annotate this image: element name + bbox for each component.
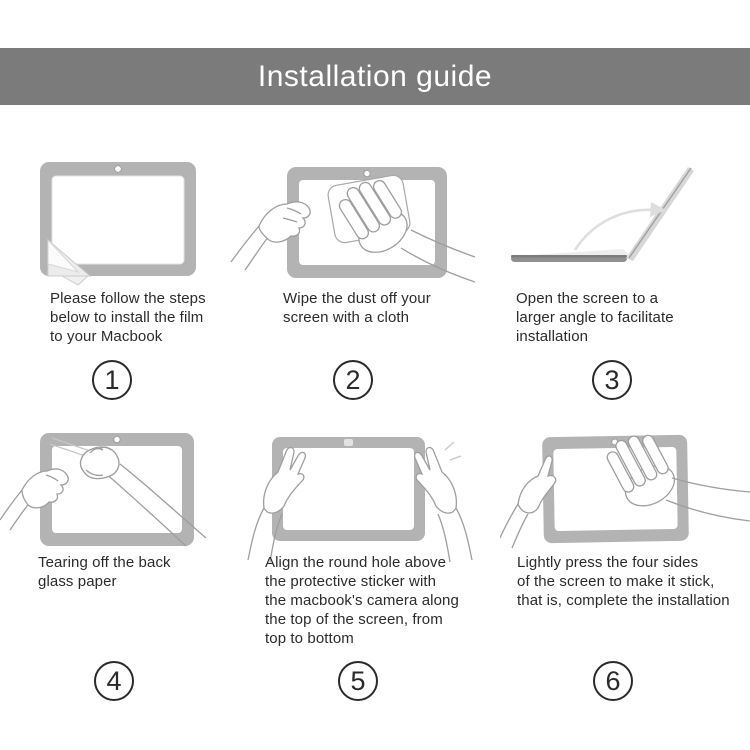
caption-line: Open the screen to a [516,290,659,307]
caption-line: larger angle to facilitate [516,309,674,326]
step-number: 1 [104,364,120,395]
press-four-sides-icon [500,420,750,565]
step-number: 4 [106,665,122,696]
step-number-badge [338,661,378,701]
caption-line: Wipe the dust off your [283,290,431,307]
step-number-badge [92,360,132,400]
step-3 [495,150,750,440]
caption-line: screen with a cloth [283,309,410,326]
caption-line: Align the round hole above [265,554,447,571]
step-number: 3 [604,364,620,395]
step-number-badge [592,360,632,400]
caption-line: the top of the screen, from [265,611,443,628]
caption-line: that is, complete the installation [517,592,730,609]
caption-line: below to install the film [50,309,204,326]
open-laptop-wide-angle-icon [495,150,750,280]
step-number-badge [593,661,633,701]
step-caption [517,553,730,610]
header-banner [0,48,750,105]
step-6 [500,420,750,720]
camera-dot-icon [364,170,370,176]
step-2 [225,150,475,440]
step-number-badge [94,661,134,701]
caption-line: Tearing off the back [38,554,171,571]
macbook-screen-film-peeling-corner-icon [30,150,235,290]
caption-line: of the screen to make it stick, [517,573,715,590]
step-number: 6 [605,665,621,696]
caption-line: the macbook's camera along [265,592,459,609]
caption-line: Please follow the steps [50,290,206,307]
step-5 [240,420,510,720]
step-1 [30,150,235,440]
page-title: Installation guide [257,59,493,93]
caption-line: installation [516,328,589,345]
step-caption [265,553,459,648]
step-number: 5 [350,665,366,696]
step-number: 2 [345,364,361,395]
wipe-screen-with-cloth-icon [225,150,475,290]
step-caption [50,289,206,346]
caption-line: the protective sticker with [265,573,437,590]
align-film-hole-with-camera-icon [240,420,510,565]
step-number-badge [333,360,373,400]
caption-line: to your Macbook [50,328,163,345]
camera-dot-icon [344,439,353,446]
tear-off-backing-paper-icon [0,420,240,565]
caption-line: top to bottom [265,630,354,647]
step-caption [516,289,674,346]
grip-sparkle-icon [445,442,461,460]
step-caption [283,289,431,327]
caption-line: glass paper [38,573,117,590]
laptop-side-view-icon [511,167,694,262]
caption-line: Lightly press the four sides [517,554,699,571]
camera-dot-icon [114,436,120,442]
camera-dot-icon [115,166,122,173]
step-caption [38,553,171,591]
step-4 [0,420,240,720]
